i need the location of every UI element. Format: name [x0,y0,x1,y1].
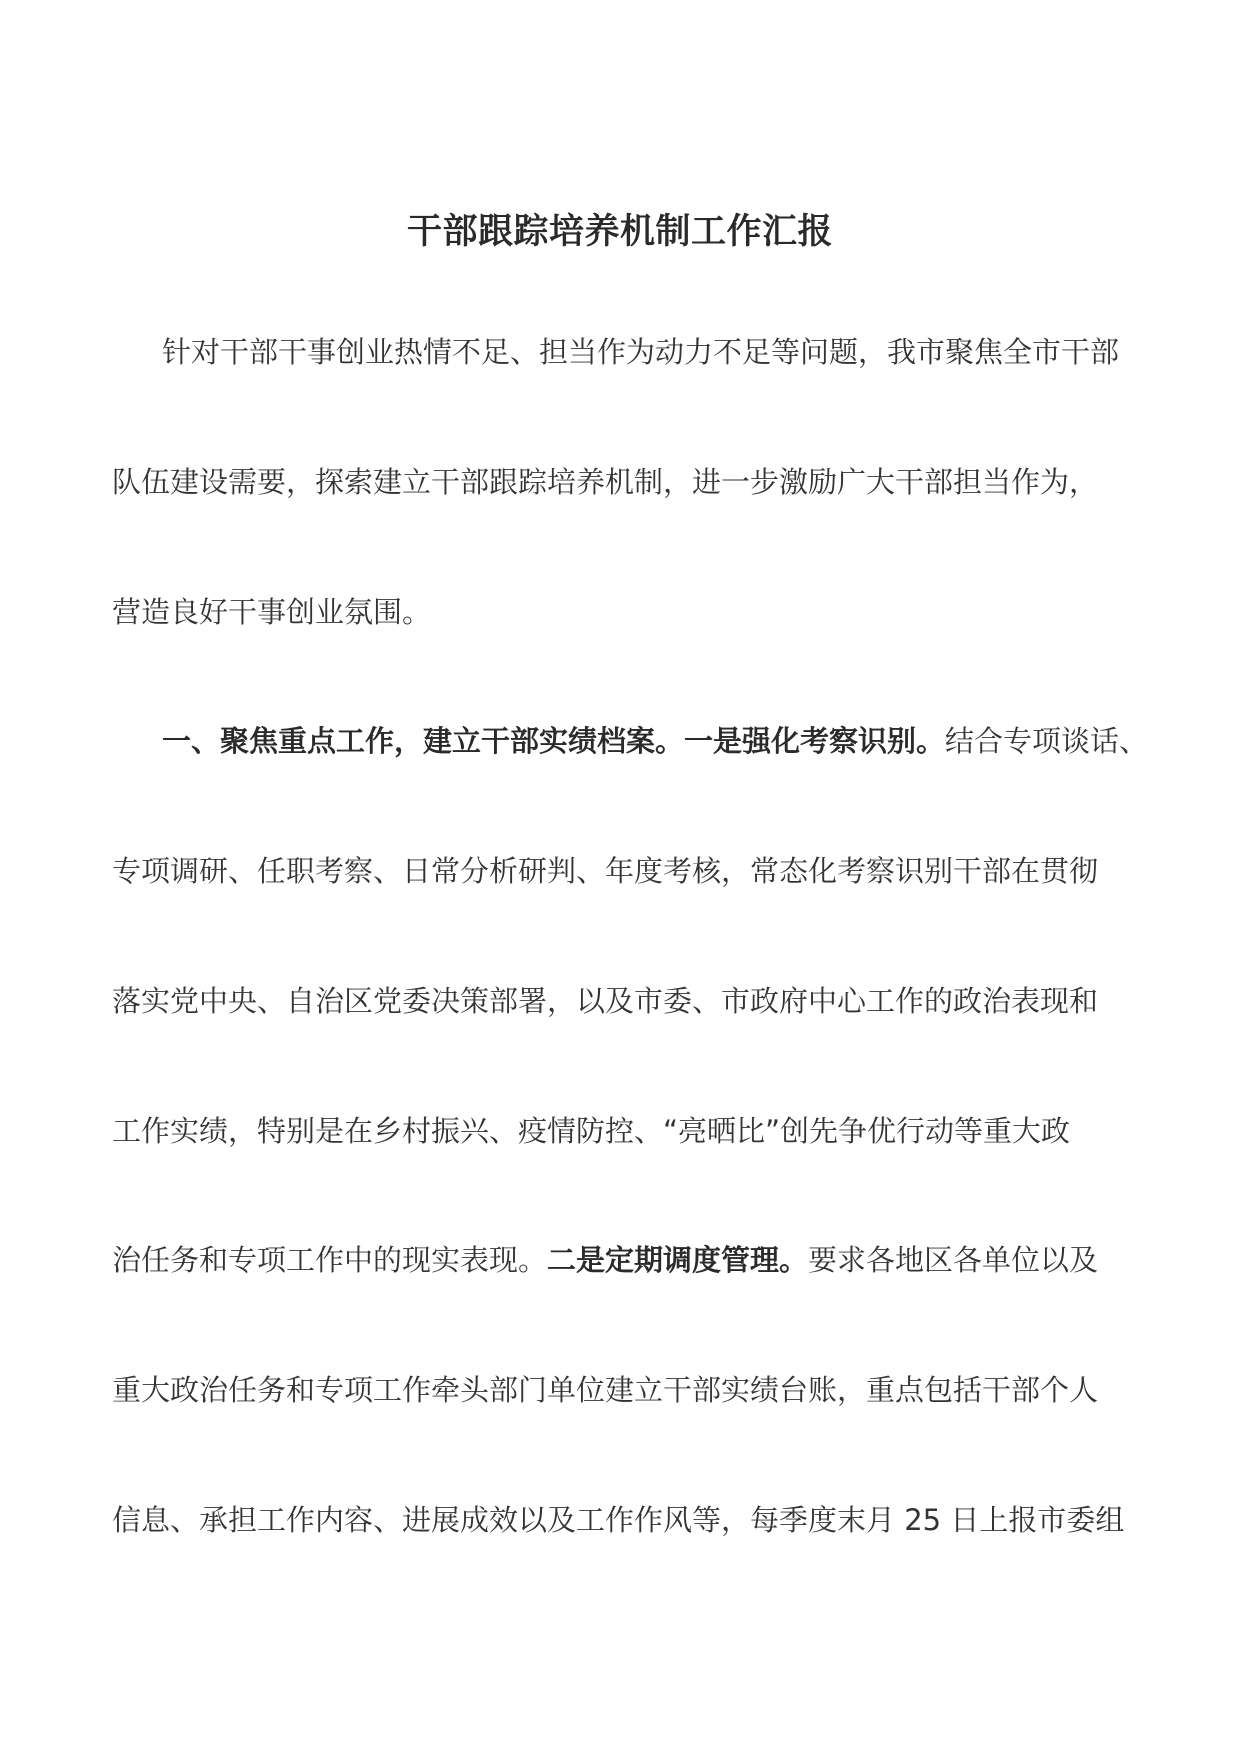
line-text: 队伍建设需要，探索建立干部跟踪培养机制，进一步激励广大干部担当作为， [112,465,1099,499]
paragraph-line [162,332,1152,372]
subsection-heading: 二是定期调度管理。 [547,1243,809,1277]
line-text: 营造良好干事创业氛围。 [112,595,432,629]
paragraph-line [112,981,1152,1021]
paragraph-line [112,851,1152,891]
line-text: 针对干部干事创业热情不足、担当作为动力不足等问题，我市聚焦全市干部 [162,335,1120,369]
subsection-heading: 一是强化考察识别。 [684,724,946,758]
paragraph-line [112,462,1152,502]
line-text: 专项调研、任职考察、日常分析研判、年度考核，常态化考察识别干部在贯彻 [112,854,1099,888]
line-text: 重大政治任务和专项工作牵头部门单位建立干部实绩台账，重点包括干部个人 [112,1373,1099,1407]
line-text: 工作实绩，特别是在乡村振兴、疫情防控、“亮晒比”创先争优行动等重大政 [112,1114,1071,1148]
section-heading: 一、聚焦重点工作，建立干部实绩档案。 [162,724,685,758]
line-text: 落实党中央、自治区党委决策部署，以及市委、市政府中心工作的政治表现和 [112,984,1099,1018]
line-text: 信息、承担工作内容、进展成效以及工作作风等，每季度末月 25 日上报市委组 [112,1503,1125,1537]
paragraph-line [162,721,1152,761]
line-text: 结合专项谈话、 [945,724,1149,758]
line-text: 要求各地区各单位以及 [808,1243,1099,1277]
paragraph-line [112,592,1152,632]
paragraph-line [112,1370,1152,1410]
document-title: 干部跟踪培养机制工作汇报 [406,212,833,252]
paragraph-line [112,1111,1152,1151]
line-text: 治任务和专项工作中的现实表现。 [112,1243,548,1277]
paragraph-line [112,1500,1152,1540]
paragraph-line [112,1240,1152,1280]
